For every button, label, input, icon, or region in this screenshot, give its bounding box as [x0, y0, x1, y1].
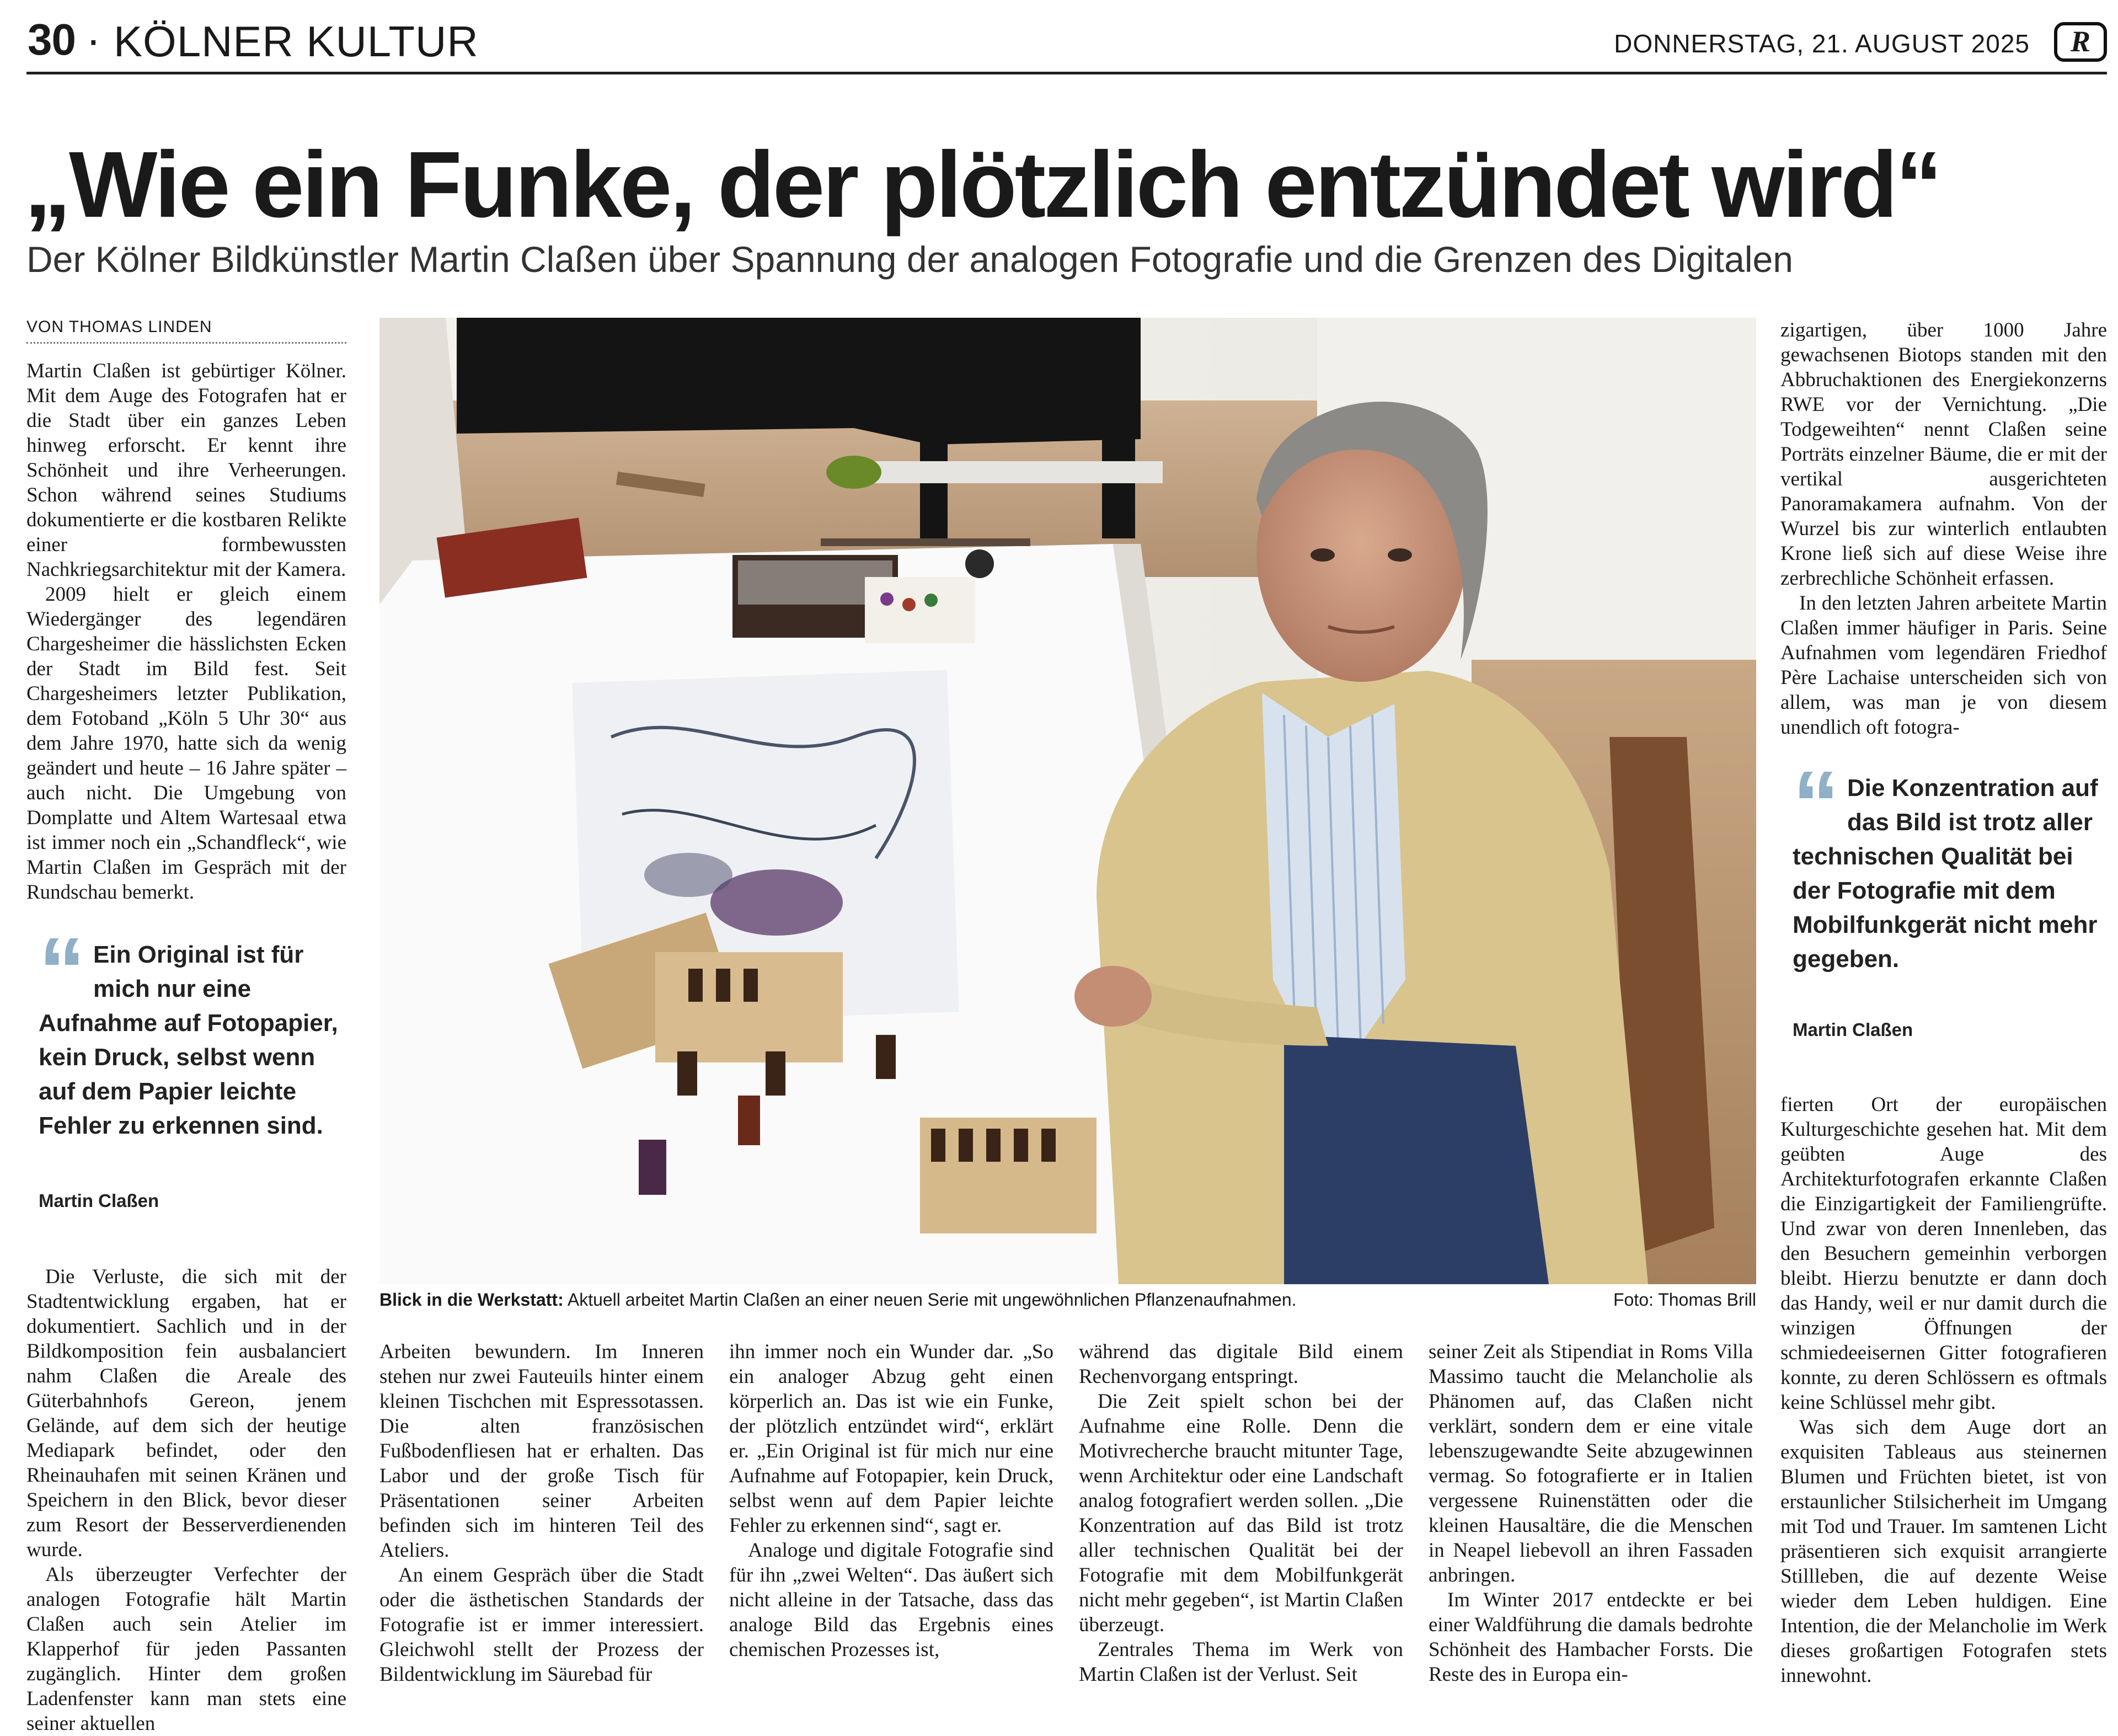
paragraph: An einem Gespräch über die Stadt oder die ästhetischen Standards der Fotografie ist er immer interessiert. Gleichwohl stellt der Prozess der Bildentwicklung im Säurebad für	[379, 1564, 704, 1686]
pull-quote-text: Ein Original ist für mich nur eine Aufnahme auf Fotopapier, kein Druck, selbst wenn auf dem Papier leichte Fehler zu erkennen sind.	[39, 941, 338, 1139]
masthead	[26, 10, 2107, 74]
pull-quote-2	[1793, 752, 2101, 976]
paragraph: ihn immer noch ein Wunder dar. „So ein analoger Abzug geht einen körperlich an. Das ist wie ein Funke, der plötzlich entzündet wird“, erklärt er. „Ein Original ist für mich nur eine Aufnahme auf Fotopapier, kein Druck, selbst wenn auf dem Papier leichte Fehler zu erkennen sind“, sagt er.	[729, 1340, 1053, 1537]
issue-date: DONNERSTAG, 21. AUGUST 2025	[1614, 29, 2030, 58]
paragraph: Zentrales Thema im Werk von Martin Claßen ist der Verlust. Seit	[1079, 1638, 1403, 1686]
photo-credit: Foto: Thomas Brill	[1613, 1290, 1756, 1310]
quote-mark-icon: “	[1793, 752, 1839, 857]
article-column-2	[379, 1339, 704, 1687]
paragraph: während das digitale Bild einem Rechenvorgang entspringt.	[1079, 1340, 1403, 1388]
pull-quote-author: Martin Claßen	[39, 1190, 159, 1211]
paragraph: Was sich dem Auge dort an exquisiten Tableaus aus steinernen Blumen und Früchten bietet, ist von erstaunlicher Stilsicherheit im Umgang mit Tod und Trauer. Im samtenen Licht präsentieren sich exquisit arrangierte Stillleben, die auf dezente Weise wieder dem Leben huldigen. Eine Intention, die der Melancholie im Werk dieses großartigen Fotografen stets innewohnt.	[1780, 1416, 2107, 1687]
paragraph: fierten Ort der europäischen Kulturgeschichte gesehen hat. Mit dem geübten Auge des Architekturfotografen erkannte Claßen die Einzigartigkeit der Familiengrüfte. Und zwar von deren Innenleben, das den Besuchern gemeinhin verborgen bleibt. Hierzu benutzte er dann doch das Handy, weil er nur damit durch die winzigen Öffnungen der schmiedeeisernen Gitter fotografieren konnte, zu deren Schlössern es oftmals keine Schlüssel mehr gibt.	[1780, 1093, 2107, 1414]
rundschau-logo-icon: R	[2054, 22, 2107, 62]
caption-lead: Blick in die Werkstatt:	[379, 1290, 564, 1310]
subheadline: Der Kölner Bildkünstler Martin Claßen über Spannung der analogen Fotografie und die Grenzen des Digitalen	[26, 239, 1793, 280]
article-column-3	[729, 1339, 1053, 1662]
pull-quote-author: Martin Claßen	[1793, 1019, 1913, 1040]
paragraph: Die Zeit spielt schon bei der Aufnahme eine Rolle. Denn die Motivrecherche braucht mitunter Tage, wenn Architektur oder eine Landschaft analog fotografiert werden sollen. „Die Konzentration auf das Bild ist trotz aller technischen Qualität bei der Fotografie mit dem Mobilfunkgerät nicht mehr gegeben“, ist Martin Claßen überzeugt.	[1079, 1390, 1403, 1636]
article-photo	[379, 318, 1756, 1284]
article-column-6	[1780, 318, 2107, 740]
paragraph: 2009 hielt er gleich einem Wiedergänger des legendären Chargesheimer die hässlichsten Ecken der Stadt im Bild fest. Seit Chargesheimers letzter Publikation, dem Fotoband „Köln 5 Uhr 30“ aus dem Jahre 1970, hatte sich da wenig geändert und heute – 16 Jahre später – auch nicht. Die Umgebung von Domplatte und Altem Wartesaal etwa ist immer noch ein „Schandfleck“, wie Martin Claßen im Gespräch mit der Rundschau bemerkt.	[26, 583, 346, 904]
quote-mark-icon: “	[39, 918, 85, 1023]
paragraph: Martin Claßen ist gebürtiger Kölner. Mit dem Auge des Fotografen hat er die Stadt über ein ganzes Leben hinweg erforscht. Er kennt ihre Schönheit und ihre Verheerungen. Schon während seines Studiums dokumentierte er die kostbaren Relikte einer formbewussten Nachkriegsarchitektur mit der Kamera.	[26, 360, 346, 581]
paragraph: Arbeiten bewundern. Im Inneren stehen nur zwei Fauteuils hinter einem kleinen Tischchen mit Espressotassen. Die alten französischen Fußbodenfliesen hat er erhalten. Das Labor und der große Tisch für Präsentationen seiner Arbeiten befinden sich im hinteren Teil des Ateliers.	[379, 1340, 704, 1562]
page-number: 30	[28, 15, 76, 64]
paragraph: In den letzten Jahren arbeitete Martin Claßen immer häufiger in Paris. Seine Aufnahmen vom legendären Friedhof Père Lachaise unterscheiden sich von allem, was man je von diesem unendlich oft fotogra-	[1780, 592, 2107, 739]
article-column-4	[1079, 1339, 1403, 1687]
pull-quote-text: Die Konzentration auf das Bild ist trotz aller technischen Qualität bei der Fotografie mit dem Mobilfunkgerät nicht mehr gegeben.	[1793, 774, 2098, 973]
paragraph: Die Verluste, die sich mit der Stadtentwicklung ergaben, hat er dokumentiert. Sachlich und in der Bildkomposition fein ausbalanciert nahm Claßen die Areale des Güterbahnhofs Gereon, jenem Gelände, auf dem sich der heutige Mediapark befindet, oder den Rheinauhafen mit seinen Kränen und Speichern in den Blick, bevor dieser zum Resort der Besserverdienenden wurde.	[26, 1265, 346, 1561]
article-column-5	[1429, 1339, 1753, 1687]
pull-quote-1	[39, 918, 347, 1143]
workshop-photo-illustration	[379, 318, 1756, 1284]
byline: VON THOMAS LINDEN	[26, 318, 346, 344]
paragraph: seiner Zeit als Stipendiat in Roms Villa Massimo taucht die Melancholie als Phänomen auf, das Claßen nicht verklärt, sondern dem er eine vitale lebenszugewandte Seite abzugewinnen vermag. So fotografierte er in Italien vergessene Ruinenstätten oder die kleinen Hausaltäre, die die Menschen in Neapel liebevoll an ihren Fassaden anbringen.	[1429, 1340, 1753, 1587]
photo-caption	[379, 1290, 1756, 1310]
paragraph: Als überzeugter Verfechter der analogen Fotografie hält Martin Claßen auch sein Atelier im Klapperhof für jeden Passanten zugänglich. Hinter dem großen Ladenfenster kann man stets eine seiner aktuellen	[26, 1563, 346, 1735]
article-column-1	[26, 359, 346, 905]
section-title: KÖLNER KULTUR	[114, 17, 479, 66]
paragraph: Analoge und digitale Fotografie sind für ihn „zwei Welten“. Das äußert sich nicht alleine in der Tatsache, dass das analoge Bild das Ergebnis eines chemischen Prozesses ist,	[729, 1539, 1053, 1661]
paragraph: zigartigen, über 1000 Jahre gewachsenen Biotops standen mit den Abbruchaktionen des Energiekonzerns RWE vor der Vernichtung. „Die Todgeweihten“ nennt Claßen seine Porträts einzelner Bäume, die er mit der vertikal ausgerichteten Panoramakamera aufnahm. Von der Wurzel bis zur winterlich entlaubten Krone ließ sich auf diese Weise ihre zerbrechliche Schönheit erfassen.	[1780, 319, 2107, 590]
article-column-6-bottom	[1780, 1092, 2107, 1688]
headline: „Wie ein Funke, der plötzlich entzündet wird“	[24, 132, 1940, 237]
paragraph: Im Winter 2017 entdeckte er bei einer Waldführung die damals bedrohte Schönheit des Hambacher Forsts. Die Reste des in Europa ein-	[1429, 1589, 1753, 1686]
caption-text: Aktuell arbeitet Martin Claßen an einer neuen Serie mit ungewöhnlichen Pflanzenaufnahmen.	[563, 1290, 1297, 1310]
article-column-1-bottom	[26, 1264, 346, 1736]
masthead-separator: ·	[86, 15, 101, 64]
